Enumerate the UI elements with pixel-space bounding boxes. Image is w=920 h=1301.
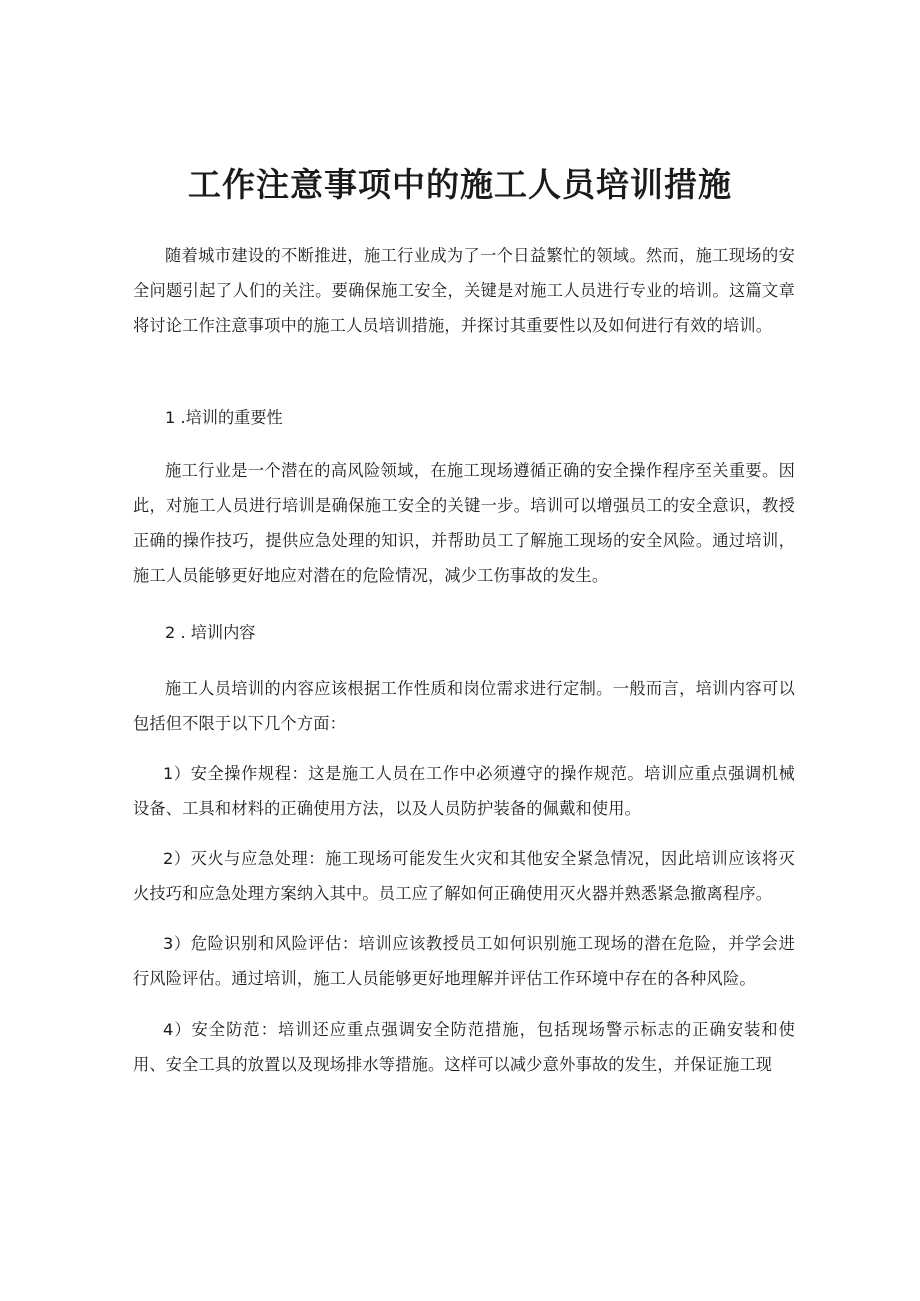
section-heading-content: 2 . 培训内容: [165, 623, 256, 642]
list-item-safety-rules: 1）安全操作规程：这是施工人员在工作中必须遵守的操作规范。培训应重点强调机械设备、工具和材料的正确使用方法，以及人员防护装备的佩戴和使用。: [133, 764, 795, 818]
document-title: 工作注意事项中的施工人员培训措施: [188, 165, 732, 204]
intro-paragraph: 随着城市建设的不断推进，施工行业成为了一个日益繁忙的领域。然而，施工现场的安全问题引起了人们的关注。要确保施工安全，关键是对施工人员进行专业的培训。这篇文章将讨论工作注意事项中的施工人员培训措施，并探讨其重要性以及如何进行有效的培训。: [133, 246, 795, 335]
list-item-hazard-identification: 3）危险识别和风险评估：培训应该教授员工如何识别施工现场的潜在危险，并学会进行风险评估。通过培训，施工人员能够更好地理解并评估工作环境中存在的各种风险。: [133, 934, 795, 988]
list-item-safety-prevention: 4）安全防范：培训还应重点强调安全防范措施，包括现场警示标志的正确安装和使用、安全工具的放置以及现场排水等措施。这样可以减少意外事故的发生，并保证施工现: [133, 1020, 795, 1074]
list-item-fire-emergency: 2）灭火与应急处理：施工现场可能发生火灾和其他安全紧急情况，因此培训应该将灭火技巧和应急处理方案纳入其中。员工应了解如何正确使用灭火器并熟悉紧急撤离程序。: [133, 849, 795, 903]
importance-paragraph: 施工行业是一个潜在的高风险领域，在施工现场遵循正确的安全操作程序至关重要。因此，对施工人员进行培训是确保施工安全的关键一步。培训可以增强员工的安全意识，教授正确的操作技巧，提供应急处理的知识，并帮助员工了解施工现场的安全风险。通过培训，施工人员能够更好地应对潜在的危险情况，减少工伤事故的发生。: [133, 461, 795, 585]
content-paragraph: 施工人员培训的内容应该根据工作性质和岗位需求进行定制。一般而言，培训内容可以包括但不限于以下几个方面：: [133, 679, 795, 733]
section-heading-importance: 1 .培训的重要性: [165, 408, 283, 427]
